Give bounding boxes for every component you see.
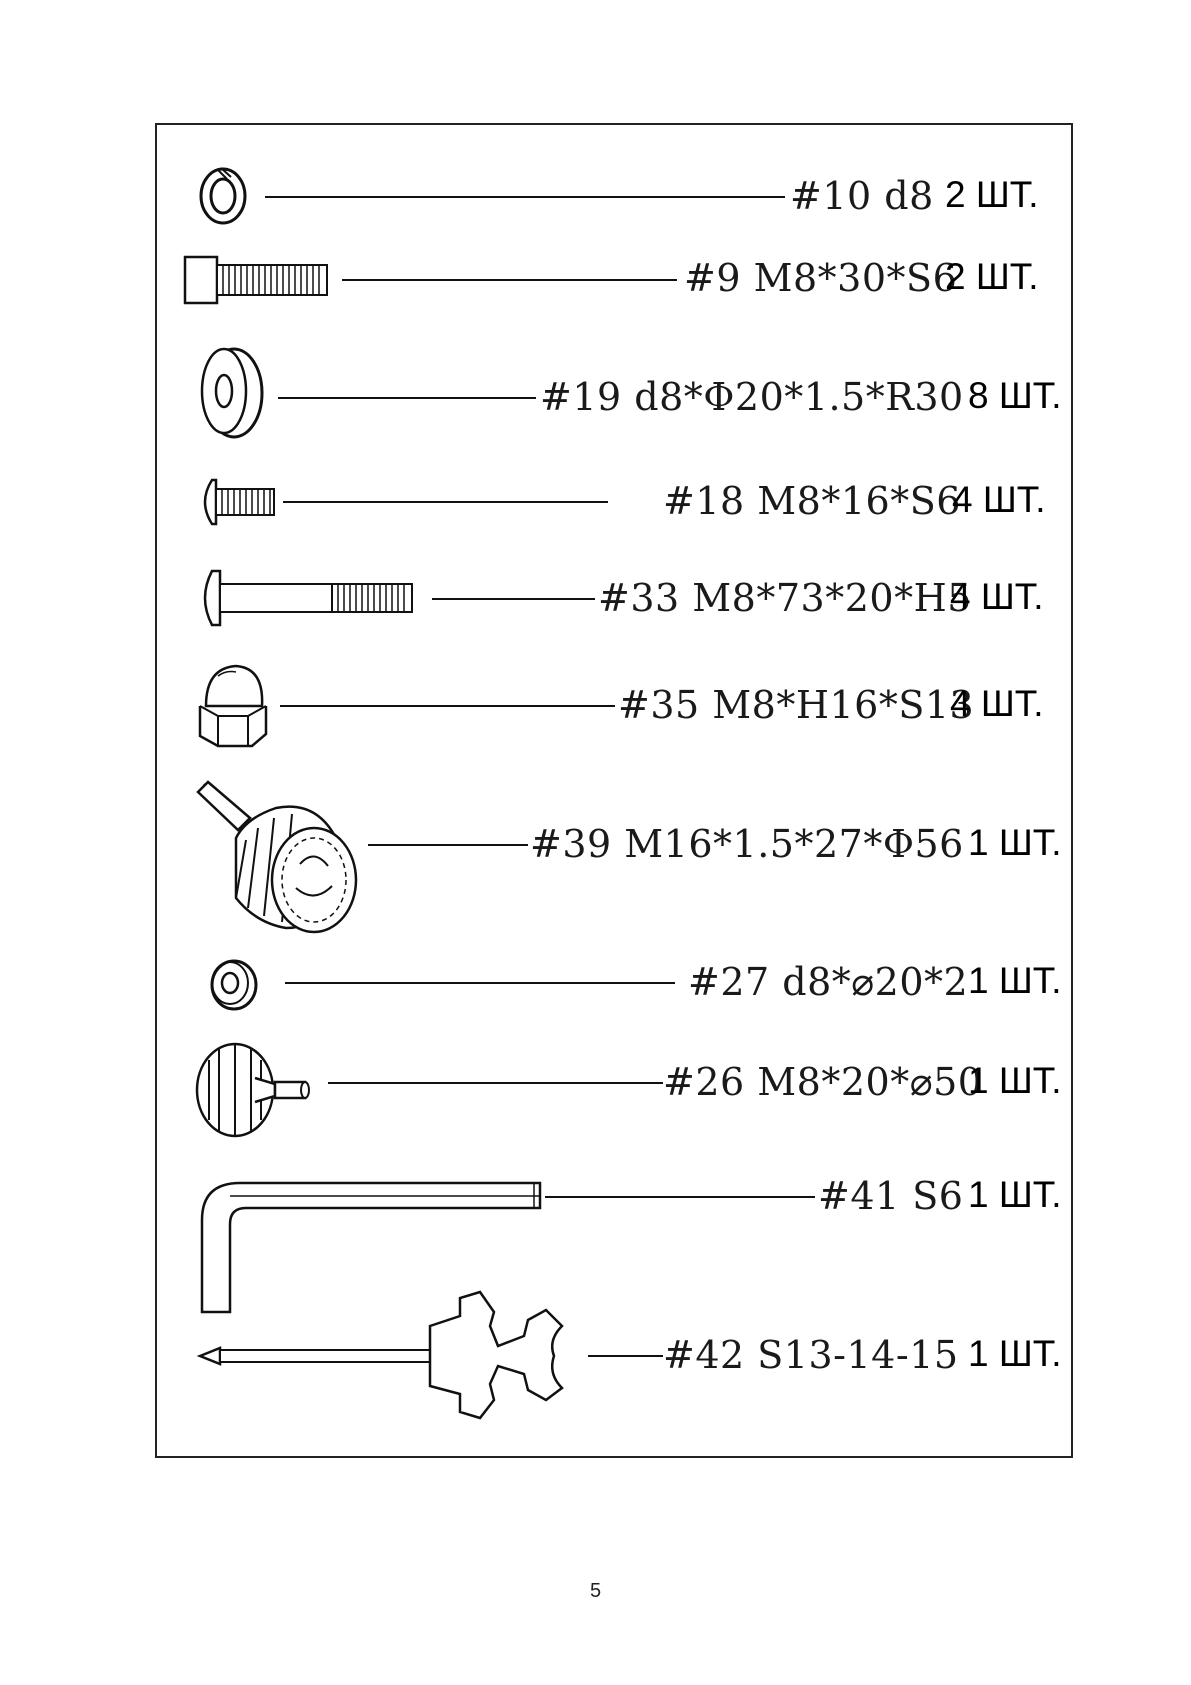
leader-line bbox=[265, 196, 785, 198]
leader-line bbox=[328, 1082, 663, 1084]
part-spec: #9 M8*30*S6 bbox=[684, 256, 958, 300]
part-quantity: 1 ШТ. bbox=[968, 1333, 1062, 1374]
part-quantity: 2 ШТ. bbox=[945, 174, 1039, 215]
leader-line bbox=[285, 982, 675, 984]
part-quantity: 1 ШТ. bbox=[968, 822, 1062, 863]
page-number: 5 bbox=[589, 1580, 602, 1602]
part-spec: #19 d8*Φ20*1.5*R30 bbox=[540, 375, 964, 419]
part-spec: #26 M8*20*⌀50 bbox=[663, 1060, 983, 1104]
part-spec: #42 S13-14-15 bbox=[663, 1333, 959, 1377]
part-quantity: 4 ШТ. bbox=[952, 479, 1046, 520]
leader-line bbox=[588, 1355, 663, 1357]
part-quantity: 4 ШТ. bbox=[950, 683, 1044, 724]
part-quantity: 8 ШТ. bbox=[968, 375, 1062, 416]
acorn-nut-icon bbox=[196, 662, 271, 748]
part-quantity: 1 ШТ. bbox=[968, 1174, 1062, 1215]
multi-wrench-screwdriver-icon bbox=[198, 1290, 583, 1420]
leader-line bbox=[278, 397, 536, 399]
part-spec: #27 d8*⌀20*2 bbox=[688, 960, 969, 1004]
part-quantity: 2 ШТ. bbox=[945, 256, 1039, 297]
part-quantity: 1 ШТ. bbox=[968, 1060, 1062, 1101]
part-quantity: 1 ШТ. bbox=[968, 960, 1062, 1001]
leader-line bbox=[283, 501, 608, 503]
part-spec: #39 M16*1.5*27*Φ56 bbox=[530, 822, 964, 866]
leader-line bbox=[342, 279, 677, 281]
split-lock-washer-icon bbox=[195, 165, 255, 225]
socket-head-bolt-icon bbox=[183, 253, 333, 308]
leader-line bbox=[545, 1196, 815, 1198]
part-quantity: 4 ШТ. bbox=[950, 576, 1044, 617]
part-spec: #33 M8*73*20*H5 bbox=[598, 576, 972, 620]
part-spec: #35 M8*H16*S13 bbox=[618, 683, 975, 727]
adjustment-knob-icon bbox=[196, 778, 366, 938]
flat-washer-icon bbox=[208, 957, 260, 1012]
part-spec: #41 S6 bbox=[818, 1174, 964, 1218]
leader-line bbox=[368, 844, 528, 846]
part-spec: #18 M8*16*S6 bbox=[663, 479, 961, 523]
leader-line bbox=[280, 705, 615, 707]
star-knob-icon bbox=[195, 1040, 315, 1140]
part-spec: #10 d8 bbox=[790, 174, 934, 218]
button-head-bolt-icon bbox=[196, 477, 278, 527]
shoulder-bolt-icon bbox=[196, 568, 418, 628]
curved-washer-icon bbox=[198, 343, 268, 441]
leader-line bbox=[432, 598, 595, 600]
